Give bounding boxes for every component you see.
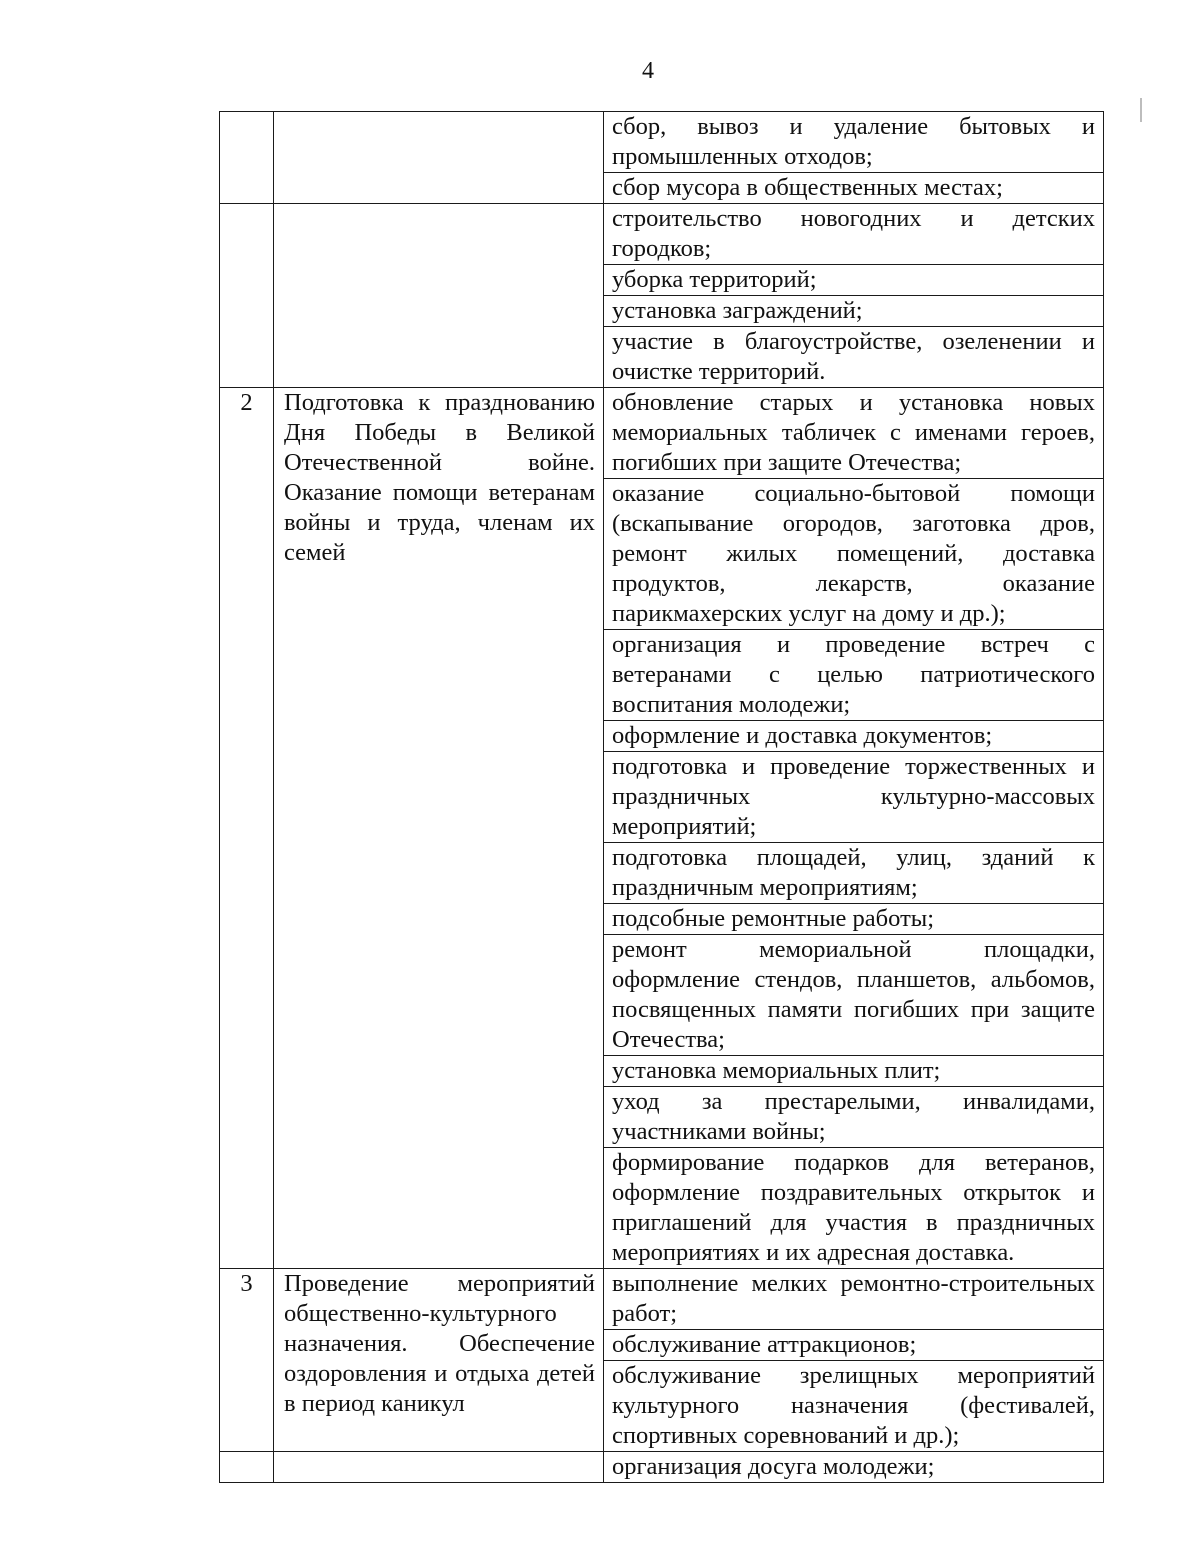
activity-item: обслуживание аттракционов; <box>604 1330 1103 1361</box>
row-title-cell <box>274 112 604 204</box>
row-title-cell <box>274 1452 604 1483</box>
activity-item: обновление старых и установка новых мемориальных табличек с именами героев, погибших при защите Отечества; <box>604 388 1103 479</box>
activity-item: организация и проведение встреч с ветеранами с целью патриотического воспитания молодежи; <box>604 630 1103 721</box>
row-title: Подготовка к празднованию Дня Победы в Великой Отечественной войне. Оказание помощи ветеранам войны и труда, членам их семей <box>284 389 595 566</box>
activity-item: участие в благоустройстве, озеленении и очистке территорий. <box>612 328 1095 385</box>
row-number: 2 <box>240 389 253 416</box>
row-number-cell <box>220 1452 274 1483</box>
activity-item: сбор, вывоз и удаление бытовых и промышленных отходов; <box>604 112 1103 173</box>
activity-item: установка заграждений; <box>604 296 1103 327</box>
activity-item: формирование подарков для ветеранов, оформление поздравительных открыток и приглашений для участия в праздничных мероприятиях и их адресная доставка. <box>612 1149 1095 1266</box>
row-number: 3 <box>240 1270 253 1297</box>
activity-item: уход за престарелыми, инвалидами, участниками войны; <box>604 1087 1103 1148</box>
row-title-cell <box>274 1269 604 1452</box>
activity-item: оформление и доставка документов; <box>604 721 1103 752</box>
table-row <box>220 112 1104 204</box>
table-row <box>220 1269 1104 1452</box>
activity-item: подсобные ремонтные работы; <box>604 904 1103 935</box>
activities-cell <box>604 204 1104 388</box>
activity-item: подготовка площадей, улиц, зданий к праздничным мероприятиям; <box>604 843 1103 904</box>
row-number-cell <box>220 112 274 204</box>
activity-item: уборка территорий; <box>604 265 1103 296</box>
activities-table <box>219 111 1104 1483</box>
activity-item: подготовка и проведение торжественных и праздничных культурно-массовых мероприятий; <box>604 752 1103 843</box>
activity-item: строительство новогодних и детских городков; <box>604 204 1103 265</box>
activity-item: установка мемориальных плит; <box>604 1056 1103 1087</box>
row-number-cell <box>220 204 274 388</box>
scan-mark <box>1140 98 1142 122</box>
activity-item: организация досуга молодежи; <box>612 1453 935 1480</box>
row-title-cell <box>274 204 604 388</box>
row-title-cell <box>274 388 604 1269</box>
activities-cell <box>604 112 1104 204</box>
row-title: Проведение мероприятий общественно-культурного назначения. Обеспечение оздоровления и отдыха детей в период каникул <box>284 1270 595 1417</box>
page-number: 4 <box>642 58 654 84</box>
row-number-cell <box>220 388 274 1269</box>
table-row <box>220 204 1104 388</box>
activity-item: сбор мусора в общественных местах; <box>612 174 1003 201</box>
activities-cell <box>604 1269 1104 1452</box>
row-number-cell <box>220 1269 274 1452</box>
table-row <box>220 1452 1104 1483</box>
table-row <box>220 388 1104 1269</box>
activity-item: выполнение мелких ремонтно-строительных работ; <box>604 1269 1103 1330</box>
activity-item: оказание социально-бытовой помощи (вскапывание огородов, заготовка дров, ремонт жилых помещений, доставка продуктов, лекарств, оказание парикмахерских услуг на дому и др.); <box>604 479 1103 630</box>
activities-cell <box>604 1452 1104 1483</box>
activity-item: обслуживание зрелищных мероприятий культурного назначения (фестивалей, спортивных соревнований и др.); <box>612 1362 1095 1449</box>
activities-cell <box>604 388 1104 1269</box>
activity-item: ремонт мемориальной площадки, оформление стендов, планшетов, альбомов, посвященных памяти погибших при защите Отечества; <box>604 935 1103 1056</box>
